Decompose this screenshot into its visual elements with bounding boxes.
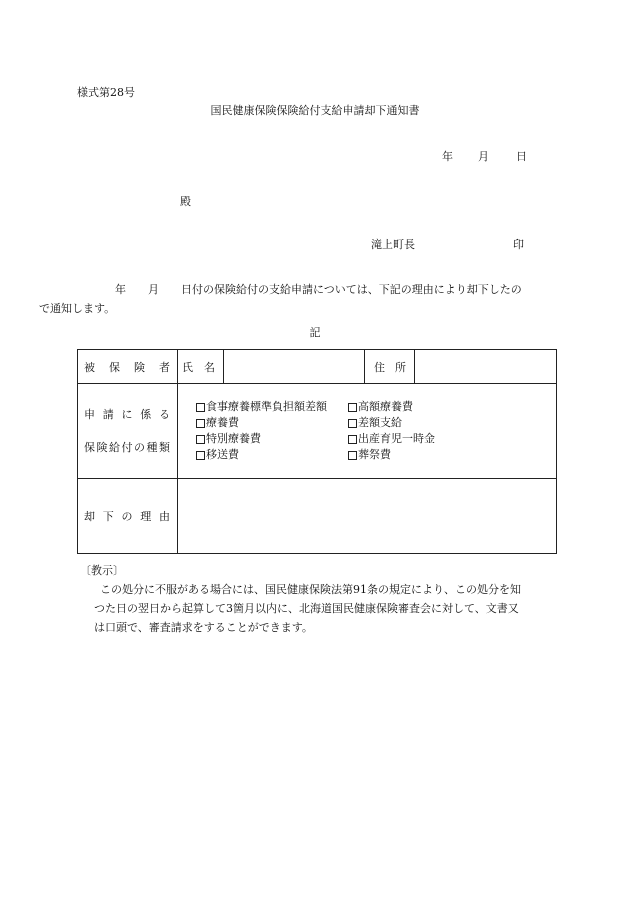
notice-heading: 〔教示〕 — [80, 564, 124, 577]
ki-heading: 記 — [309, 326, 321, 339]
date-year: 年 — [442, 150, 453, 163]
name-label: 氏 名 — [178, 350, 224, 384]
reason-row — [78, 479, 557, 554]
benefit-option[interactable]: 出産育児一時金 — [348, 432, 468, 446]
date-day: 日 — [516, 150, 527, 163]
benefit-option[interactable]: 特別療養費 — [196, 432, 348, 446]
form-number: 様式第28号 — [77, 86, 135, 99]
checkbox[interactable] — [196, 403, 205, 412]
notice-text — [78, 580, 556, 637]
insured-row — [78, 350, 557, 384]
issuer-name: 滝上町長 — [371, 238, 415, 251]
notice-line2: つた日の翌日から起算して3箇月以内に、北海道国民健康保険審査会に対して、文書又 — [94, 602, 519, 615]
checkbox[interactable] — [348, 451, 357, 460]
checkbox[interactable] — [196, 435, 205, 444]
application-table — [77, 349, 557, 554]
body-paragraph — [39, 280, 555, 318]
insured-label: 被 保 険 者 — [78, 350, 178, 384]
benefit-option[interactable]: 療養費 — [196, 416, 348, 430]
address-label: 住 所 — [365, 350, 415, 384]
checkbox[interactable] — [348, 435, 357, 444]
checkbox[interactable] — [196, 419, 205, 428]
benefit-option[interactable]: 差額支給 — [348, 416, 468, 430]
notice-line1: この処分に不服がある場合には、国民健康保険法第91条の規定により、この処分を知 — [100, 583, 521, 596]
benefit-options — [178, 384, 557, 479]
benefit-type-row — [78, 384, 557, 479]
addressee-suffix: 殿 — [180, 195, 191, 208]
document-title: 国民健康保険保険給付支給申請却下通知書 — [210, 104, 420, 117]
checkbox[interactable] — [348, 403, 357, 412]
benefit-option[interactable]: 食事療養標準負担額差額 — [196, 400, 348, 414]
date-month: 月 — [478, 150, 489, 163]
body-year: 年 — [115, 283, 126, 296]
checkbox[interactable] — [348, 419, 357, 428]
benefit-option[interactable]: 移送費 — [196, 448, 348, 462]
address-value — [415, 350, 557, 384]
benefit-option[interactable]: 高額療養費 — [348, 400, 468, 414]
reason-label: 却 下 の 理 由 — [78, 479, 178, 554]
name-value — [224, 350, 365, 384]
checkbox[interactable] — [196, 451, 205, 460]
body-month: 月 — [148, 283, 159, 296]
body-text-line2: で通知します。 — [39, 302, 116, 315]
seal-mark: 印 — [513, 238, 524, 251]
benefit-option[interactable]: 葬祭費 — [348, 448, 468, 462]
notice-line3: は口頭で、審査請求をすることができます。 — [94, 621, 313, 634]
reason-value — [178, 479, 557, 554]
benefit-type-label: 申 請 に 係 る 保 険 給 付 の 種 類 — [78, 384, 178, 479]
body-text-line1: 日付の保険給付の支給申請については、下記の理由により却下したの — [181, 283, 522, 296]
date-line — [442, 150, 527, 164]
